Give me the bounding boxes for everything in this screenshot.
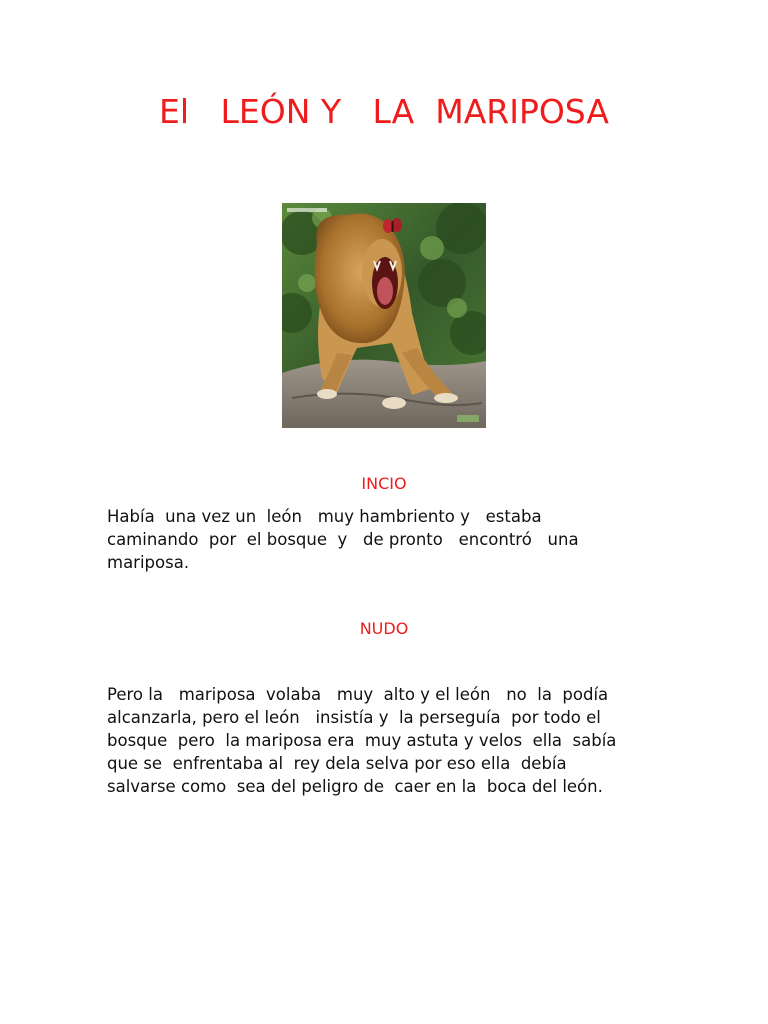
paragraph-line: caminando por el bosque y de pronto encontró una — [107, 530, 579, 549]
section-heading-incio: INCIO — [361, 474, 407, 493]
paragraph-line: bosque pero la mariposa era muy astuta y velos ella sabía — [107, 731, 617, 750]
paragraph-line: salvarse como sea del peligro de caer en la boca del león. — [107, 777, 603, 796]
paragraph-line: Pero la mariposa volaba muy alto y el león no la podía — [107, 685, 609, 704]
paragraph-line: que se enfrentaba al rey dela selva por eso ella debía — [107, 754, 567, 773]
paragraph-line: Había una vez un león muy hambriento y estaba — [107, 507, 542, 526]
section-heading-nudo: NUDO — [359, 619, 409, 638]
document-title: El LEÓN Y LA MARIPOSA — [159, 92, 609, 131]
section-paragraph-nudo — [107, 683, 707, 798]
section-paragraph-incio — [107, 505, 707, 574]
paragraph-line: alcanzarla, pero el león insistía y la perseguía por todo el — [107, 708, 601, 727]
lion-photo — [282, 203, 486, 428]
lion-illustration — [282, 203, 486, 428]
paragraph-line: mariposa. — [107, 553, 190, 572]
